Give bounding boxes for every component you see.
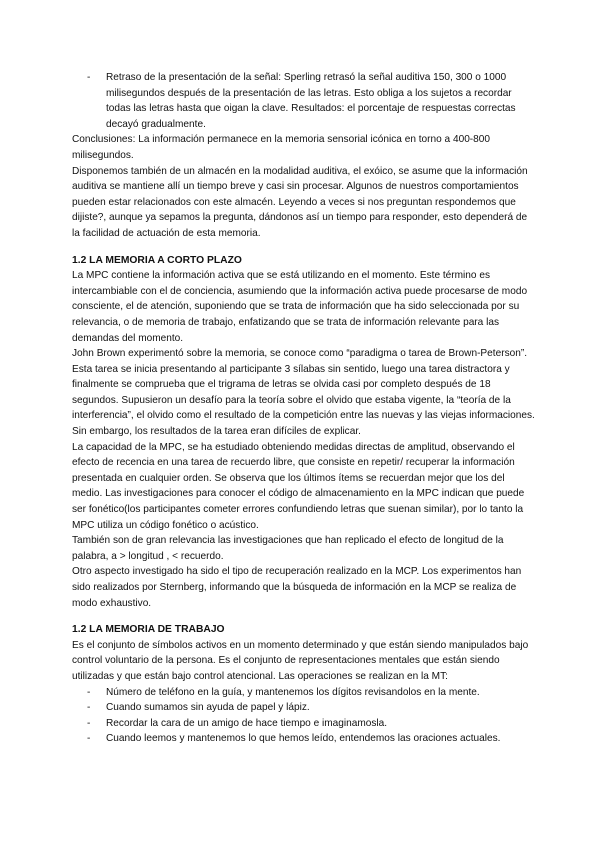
document-page (72, 70, 536, 747)
bullet-text: Cuando sumamos sin ayuda de papel y lápiz. (106, 702, 310, 714)
mcp-paragraph: La capacidad de la MPC, se ha estudiado obteniendo medidas directas de amplitud, observando el efecto de recencia en una tarea de recuerdo libre, que consiste en repetir/ recuperar la información presentada en cualquier orden. Se observa que los últimos ítems se recuerdan mejor que los del medio. Las investigaciones para conocer el código de almacenamiento en la MPC indican que puede ser fonético(los participantes cometer errores confundiendo letras que suenan similar), por lo tanto la MPC utiliza un código fonético o acústico. (72, 441, 525, 531)
bullet-dash: - (87, 686, 91, 698)
bullet-text: Número de teléfono en la guía, y mantenemos los dígitos revisandolos en la mente. (106, 686, 480, 698)
mcp-paragraph: John Brown experimentó sobre la memoria, se conoce como “paradigma o tarea de Brown-Peterson”. Esta tarea se inicia presentando al participante 3 sílabas sin sentido, luego una tarea distractora y finalmente se comprueba que el trigrama de letras se olvida casi por completo después de 18 segundos. Supusieron un desafío para la teoría sobre el olvido que estaba vigente, la “teoría de la interferencia”, el olvido como el resultado de la competición entre las nuevas y las viejas informaciones. Sin embargo, los resultados de la tarea eran difíciles de explicar. (72, 348, 535, 438)
mcp-paragraph: Otro aspecto investigado ha sido el tipo de recuperación realizado en la MCP. Los experimentos han sido realizados por Sternberg, informando que la búsqueda de información en la MCP se realiza de modo exhaustivo. (72, 566, 522, 609)
conclusions-paragraph: Conclusiones: La información permanece en la memoria sensorial icónica en torno a 400-800 milisegundos. (72, 134, 491, 161)
mt-bullet-list (72, 685, 536, 747)
top-bullet-list (72, 70, 536, 132)
section-heading-mt: 1.2 LA MEMORIA DE TRABAJO (72, 624, 225, 636)
list-item (72, 685, 536, 701)
mcp-paragraph: También son de gran relevancia las investigaciones que han replicado el efecto de longitud de la palabra, a > longitud , < recuerdo. (72, 535, 504, 562)
bullet-dash: - (87, 717, 91, 729)
bullet-dash: - (87, 733, 91, 745)
mt-intro-paragraph: Es el conjunto de símbolos activos en un momento determinado y que están siendo manipulados bajo control voluntario de la persona. Es el conjunto de representaciones mentales que están siendo utilizadas y que están bajo control atencional. Las operaciones se realizan en la MT: (72, 639, 529, 682)
bullet-text: Recordar la cara de un amigo de hace tiempo e imaginamosla. (106, 717, 388, 729)
list-item (72, 731, 536, 747)
mcp-paragraph: La MPC contiene la información activa que se está utilizando en el momento. Este término es intercambiable con el de conciencia, asumiendo que la información activa puede procesarse de modo consciente, el de atención, suponiendo que se trata de información que ha sido seleccionada por su relevancia, o de memoria de trabajo, enfatizando que se trata de información relevante para las demandas del momento. (72, 270, 528, 344)
bullet-dash: - (87, 72, 91, 83)
bullet-text: Retraso de la presentación de la señal: Sperling retrasó la señal auditiva 150, 300 o 1000 milisegundos después de la presentación de las letras. Esto obliga a los sujetos a recordar todas las letras hasta que oigan la clave. Resultados: el porcentaje de respuestas correctas decayó gradualmente. (106, 72, 516, 130)
section-heading-mcp: 1.2 LA MEMORIA A CORTO PLAZO (72, 254, 242, 266)
auditory-paragraph: Disponemos también de un almacén en la modalidad auditiva, el exóico, se asume que la información auditiva se mantiene allí un tiempo breve y casi sin procesar. Algunos de nuestros comportamientos pueden estar relacionados con este almacén. Leyendo a veces si nos preguntan respondemos que dijiste?, aunque ya sepamos la pregunta, dándonos así un tiempo para responder, esto dependerá de la facilidad de actuación de esta memoria. (72, 165, 528, 239)
list-item (72, 700, 536, 716)
bullet-text: Cuando leemos y mantenemos lo que hemos leído, entendemos las oraciones actuales. (106, 733, 501, 745)
list-item (72, 70, 536, 132)
bullet-dash: - (87, 702, 91, 714)
list-item (72, 716, 536, 732)
